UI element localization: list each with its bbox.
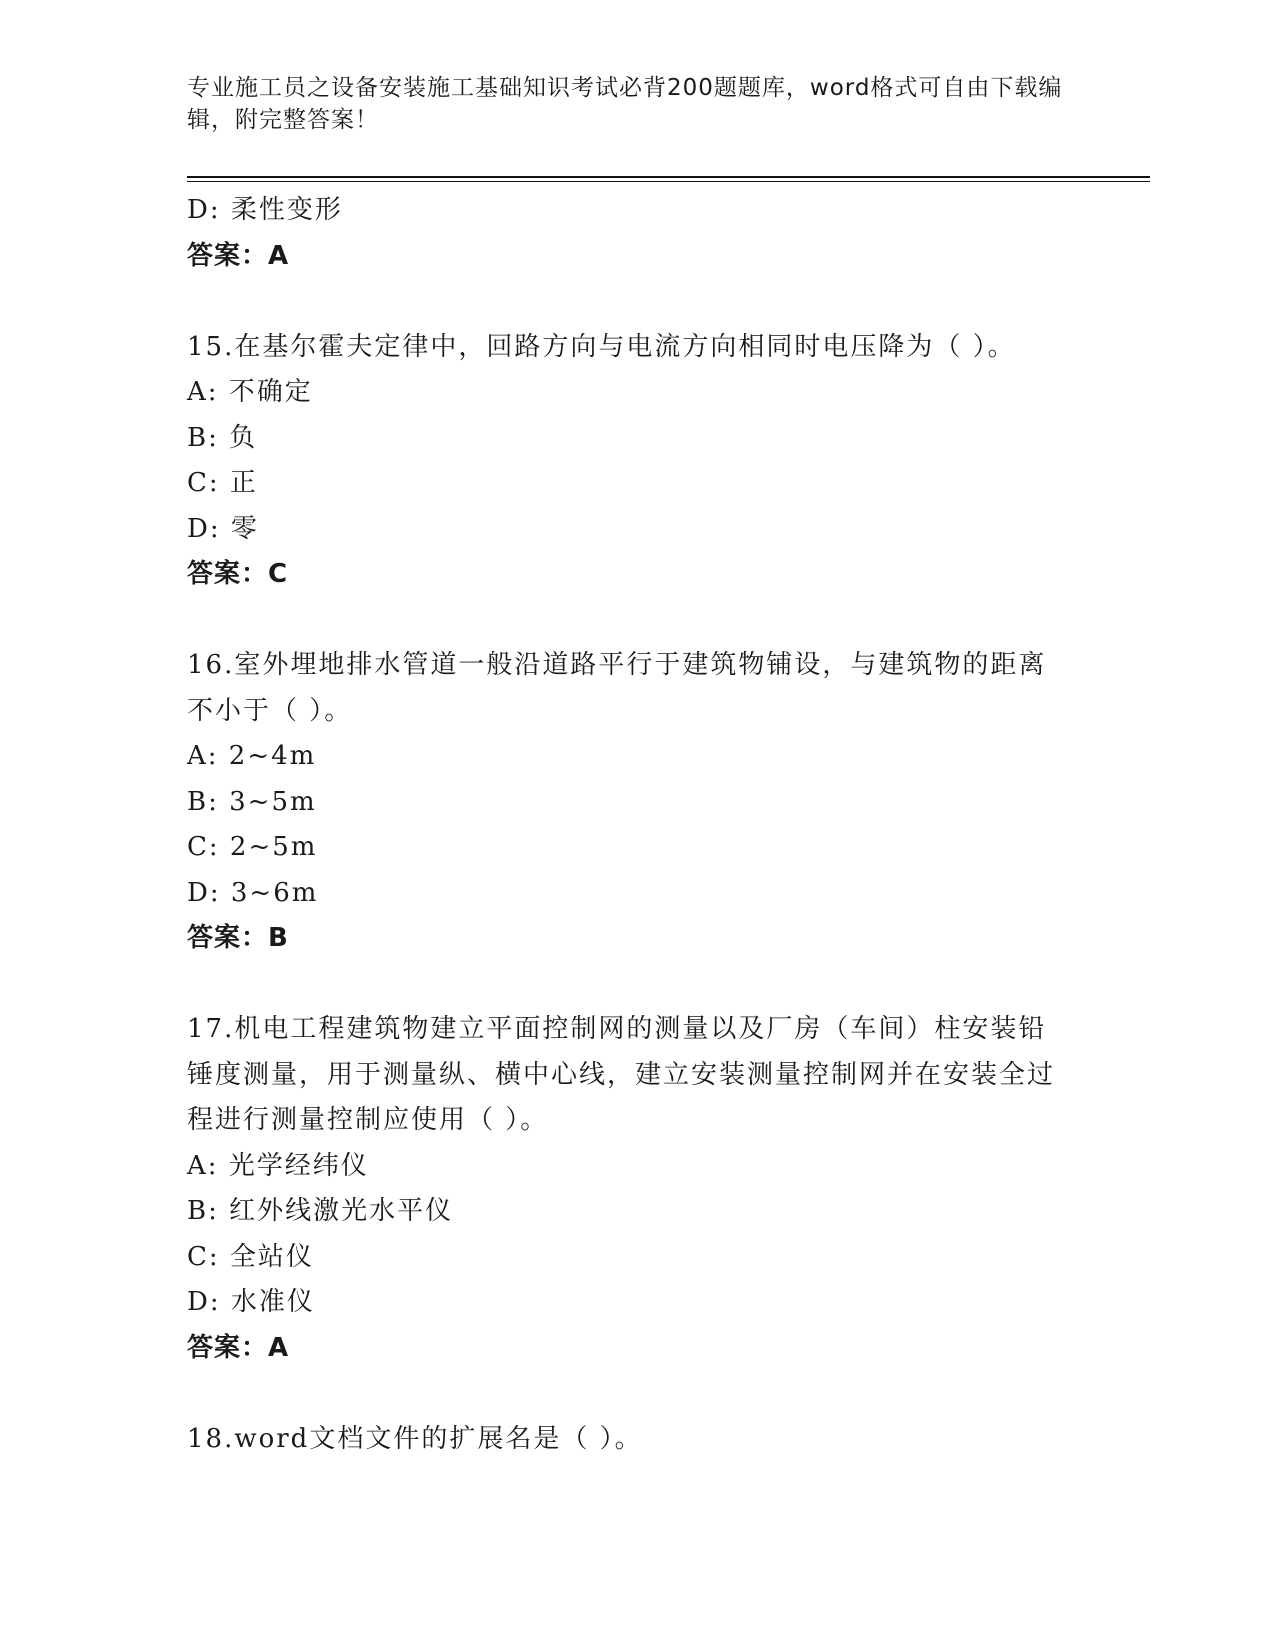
option-c: C: 全站仪 [187,1241,314,1272]
option-c: C: 2~5m [187,832,318,862]
question-stem: 16.室外埋地排水管道一般沿道路平行于建筑物铺设，与建筑物的距离不小于（ ）。 [187,650,1047,726]
question-17 [187,1007,1087,1371]
spacer [187,962,1087,1008]
question-list [187,188,1087,1462]
answer-line: 答案：C [187,559,289,589]
option-a: A: 光学经纬仪 [187,1150,369,1181]
option-a: A: 不确定 [187,377,313,407]
option-b: B: 红外线激光水平仪 [187,1196,454,1226]
spacer [187,598,1087,644]
header-divider-thin [187,181,1150,182]
option-b: B: 3~5m [187,786,317,817]
answer-line: 答案：B [187,923,289,953]
header-divider-thick [187,176,1150,178]
question-stem: 15.在基尔霍夫定律中，回路方向与电流方向相同时电压降为（ ）。 [187,331,1016,362]
answer-line: 答案：A [187,1332,290,1363]
spacer [187,279,1087,325]
option-d: D: 3~6m [187,877,319,908]
document-header: 专业施工员之设备安装施工基础知识考试必背200题题库，word格式可自由下载编辑，附完整答案！ [187,75,1063,133]
spacer [187,1371,1087,1417]
option-d: D: 柔性变形 [187,195,343,225]
answer-line: 答案：A [187,240,290,271]
question-18 [187,1417,1087,1463]
question-16 [187,643,1087,962]
question-stem: 18.word文档文件的扩展名是（ ）。 [187,1423,643,1454]
option-b: B: 负 [187,422,258,453]
option-d: D: 零 [187,513,259,544]
option-a: A: 2~4m [187,741,317,771]
option-d: D: 水准仪 [187,1287,315,1317]
question-15 [187,325,1087,598]
option-c: C: 正 [187,468,258,498]
question-stem: 17.机电工程建筑物建立平面控制网的测量以及厂房（车间）柱安装铅锤度测量，用于测量纵、横中心线，建立安装测量控制网并在安装全过程进行测量控制应使用（ ）。 [187,1014,1056,1135]
